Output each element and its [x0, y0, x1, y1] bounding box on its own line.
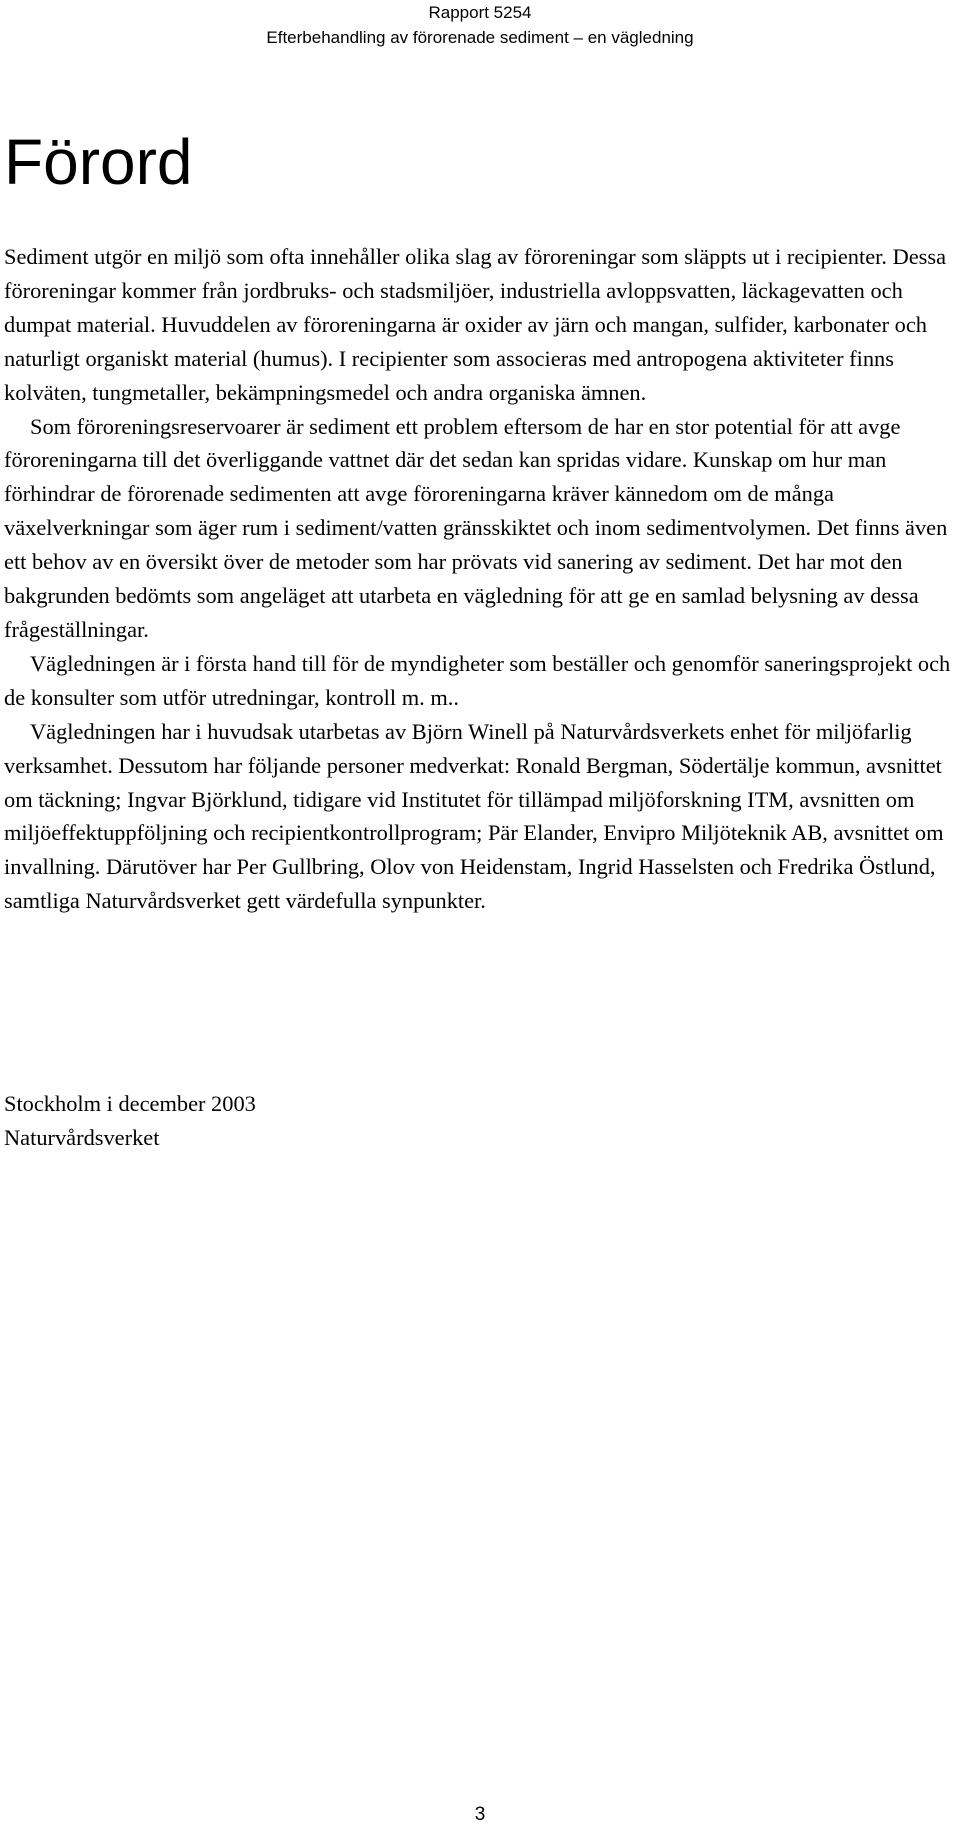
signoff — [4, 1087, 256, 1155]
paragraph-pollution-reservoir: Som föroreningsreservoarer är sediment ett problem eftersom de har en stor potential för att avge föroreningarna till det överliggande vattnet där det sedan kan spridas vidare. Kunskap om hur man förhindrar de förorenade sedimenten att avge föroreningarna kräver kännedom om de många växelverkningar som äger rum i sediment/vatten gränsskiktet och inom sedimentvolymen. Det finns även ett behov av en översikt över de metoder som har prövats vid sanering av sediment. Det har mot den bakgrunden bedömts som angeläget att utarbeta en vägledning för att ge en samlad belysning av dessa frågeställningar. — [4, 413, 948, 642]
paragraph-contributors: Vägledningen har i huvudsak utarbetas av Björn Winell på Naturvårdsverkets enhet för miljöfarlig verksamhet. Dessutom har följande personer medverkat: Ronald Bergman, Södertälje kommun, avsnittet om täckning; Ingvar Björklund, tidigare vid Institutet för tillämpad miljöforskning ITM, avsnitten om miljöeffektuppföljning och recipientkontrollprogram; Pär Elander, Envipro Miljöteknik AB, avsnittet om invallning. Därutöver har Per Gullbring, Olov von Heidenstam, Ingrid Hasselsten och Fredrika Östlund, samtliga Naturvårdsverket gett värdefulla synpunkter. — [4, 718, 944, 914]
paragraph-target-audience: Vägledningen är i första hand till för de myndigheter som beställer och genomför saneringsprojekt och de konsulter som utför utredningar, kontroll m. m.. — [4, 650, 951, 710]
report-title: Efterbehandling av förorenade sediment – en vägledning — [266, 28, 694, 47]
page-title: Förord — [4, 126, 193, 198]
page-number: 3 — [474, 1804, 486, 1825]
report-number: Rapport 5254 — [428, 3, 532, 22]
signoff-organization: Naturvårdsverket — [4, 1125, 160, 1150]
signoff-place-date: Stockholm i december 2003 — [4, 1091, 256, 1116]
body-text — [4, 240, 956, 918]
page-header — [0, 0, 960, 50]
paragraph-intro: Sediment utgör en miljö som ofta innehåller olika slag av föroreningar som släppts ut i recipienter. Dessa föroreningar kommer från jordbruks- och stadsmiljöer, industriella avloppsvatten, läckagevatten och dumpat material. Huvuddelen av föroreningarna är oxider av järn och mangan, sulfider, karbonater och naturligt organiskt material (humus). I recipienter som associeras med antropogena aktiviteter finns kolväten, tungmetaller, bekämpningsmedel och andra organiska ämnen. — [4, 244, 947, 405]
